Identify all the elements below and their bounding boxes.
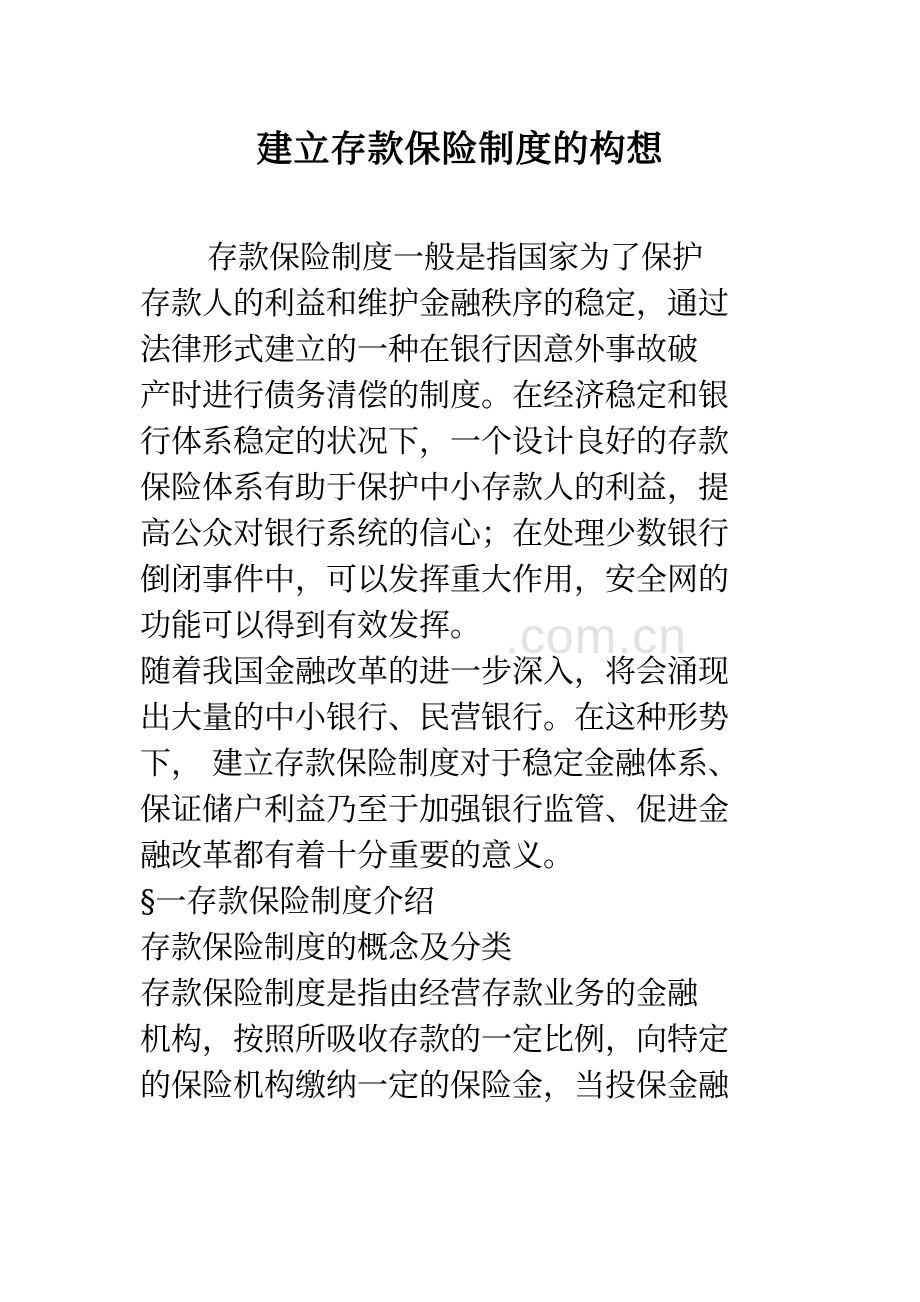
- body-line: 功能可以得到有效发挥。: [140, 608, 481, 644]
- body-line: 存款保险制度一般是指国家为了保护: [207, 240, 703, 276]
- body-line: 高公众对银行系统的信心；在处理少数银行: [140, 516, 729, 552]
- document-title: 建立存款保险制度的构想: [256, 128, 664, 170]
- body-line: 存款保险制度是指由经营存款业务的金融: [140, 976, 698, 1012]
- body-line: 随着我国金融改革的进一步深入，将会涌现: [140, 654, 729, 690]
- body-line: 出大量的中小银行、民营银行。在这种形势: [140, 700, 729, 736]
- body-line: 融改革都有着十分重要的意义。: [140, 838, 574, 874]
- body-line: 行体系稳定的状况下，一个设计良好的存款: [140, 424, 729, 460]
- body-line: 倒闭事件中，可以发挥重大作用，安全网的: [140, 562, 729, 598]
- body-line: 机构，按照所吸收存款的一定比例，向特定: [140, 1022, 729, 1058]
- body-line: 的保险机构缴纳一定的保险金，当投保金融: [140, 1068, 729, 1104]
- subsection-heading: 存款保险制度的概念及分类: [140, 930, 512, 966]
- body-line: 法律形式建立的一种在银行因意外事故破: [140, 332, 698, 368]
- watermark-text: .com.cn: [505, 608, 688, 664]
- body-line: 保险体系有助于保护中小存款人的利益，提: [140, 470, 729, 506]
- body-line: 下， 建立存款保险制度对于稳定金融体系、: [140, 746, 739, 782]
- body-line: 保证储户利益乃至于加强银行监管、促进金: [140, 792, 729, 828]
- body-line: 产时进行债务清偿的制度。在经济稳定和银: [140, 378, 729, 414]
- section-heading: §一存款保险制度介绍: [140, 884, 435, 920]
- body-line: 存款人的利益和维护金融秩序的稳定，通过: [140, 286, 729, 322]
